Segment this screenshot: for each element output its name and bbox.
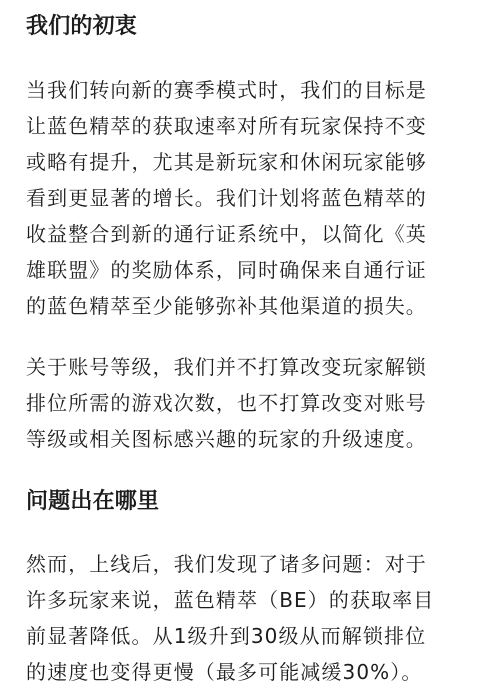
- paragraph-line: 前显著降低。从1级升到30级从而解锁排位: [26, 624, 427, 648]
- paragraph-line: 看到更显著的增长。我们计划将蓝色精萃的: [26, 186, 427, 210]
- paragraph-account-level: [26, 349, 427, 457]
- paragraph-line: 排位所需的游戏次数，也不打算改变对账号: [26, 391, 427, 415]
- paragraph-line: 的速度也变得更慢（最多可能减缓30%）。: [26, 660, 423, 684]
- paragraph-line: 关于账号等级，我们并不打算改变玩家解锁: [26, 355, 427, 379]
- paragraph-line: 等级或相关图标感兴趣的玩家的升级速度。: [26, 427, 427, 451]
- section-heading-our-intent: 我们的初衷: [26, 14, 138, 39]
- paragraph-line: 许多玩家来说，蓝色精萃（BE）的获取率目: [26, 588, 435, 612]
- paragraph-line: 或略有提升，尤其是新玩家和休闲玩家能够: [26, 150, 427, 174]
- paragraph-intent: [26, 72, 427, 324]
- paragraph-line: 然而，上线后，我们发现了诸多问题：对于: [26, 552, 427, 576]
- paragraph-line: 当我们转向新的赛季模式时，我们的目标是: [26, 78, 427, 102]
- paragraph-line: 的蓝色精萃至少能够弥补其他渠道的损失。: [26, 294, 427, 318]
- paragraph-line: 让蓝色精萃的获取速率对所有玩家保持不变: [26, 114, 427, 138]
- paragraph-problems: [26, 546, 434, 690]
- paragraph-line: 雄联盟》的奖励体系，同时确保来自通行证: [26, 258, 427, 282]
- paragraph-line: 收益整合到新的通行证系统中，以简化《英: [26, 222, 427, 246]
- section-heading-whats-wrong: 问题出在哪里: [26, 489, 160, 514]
